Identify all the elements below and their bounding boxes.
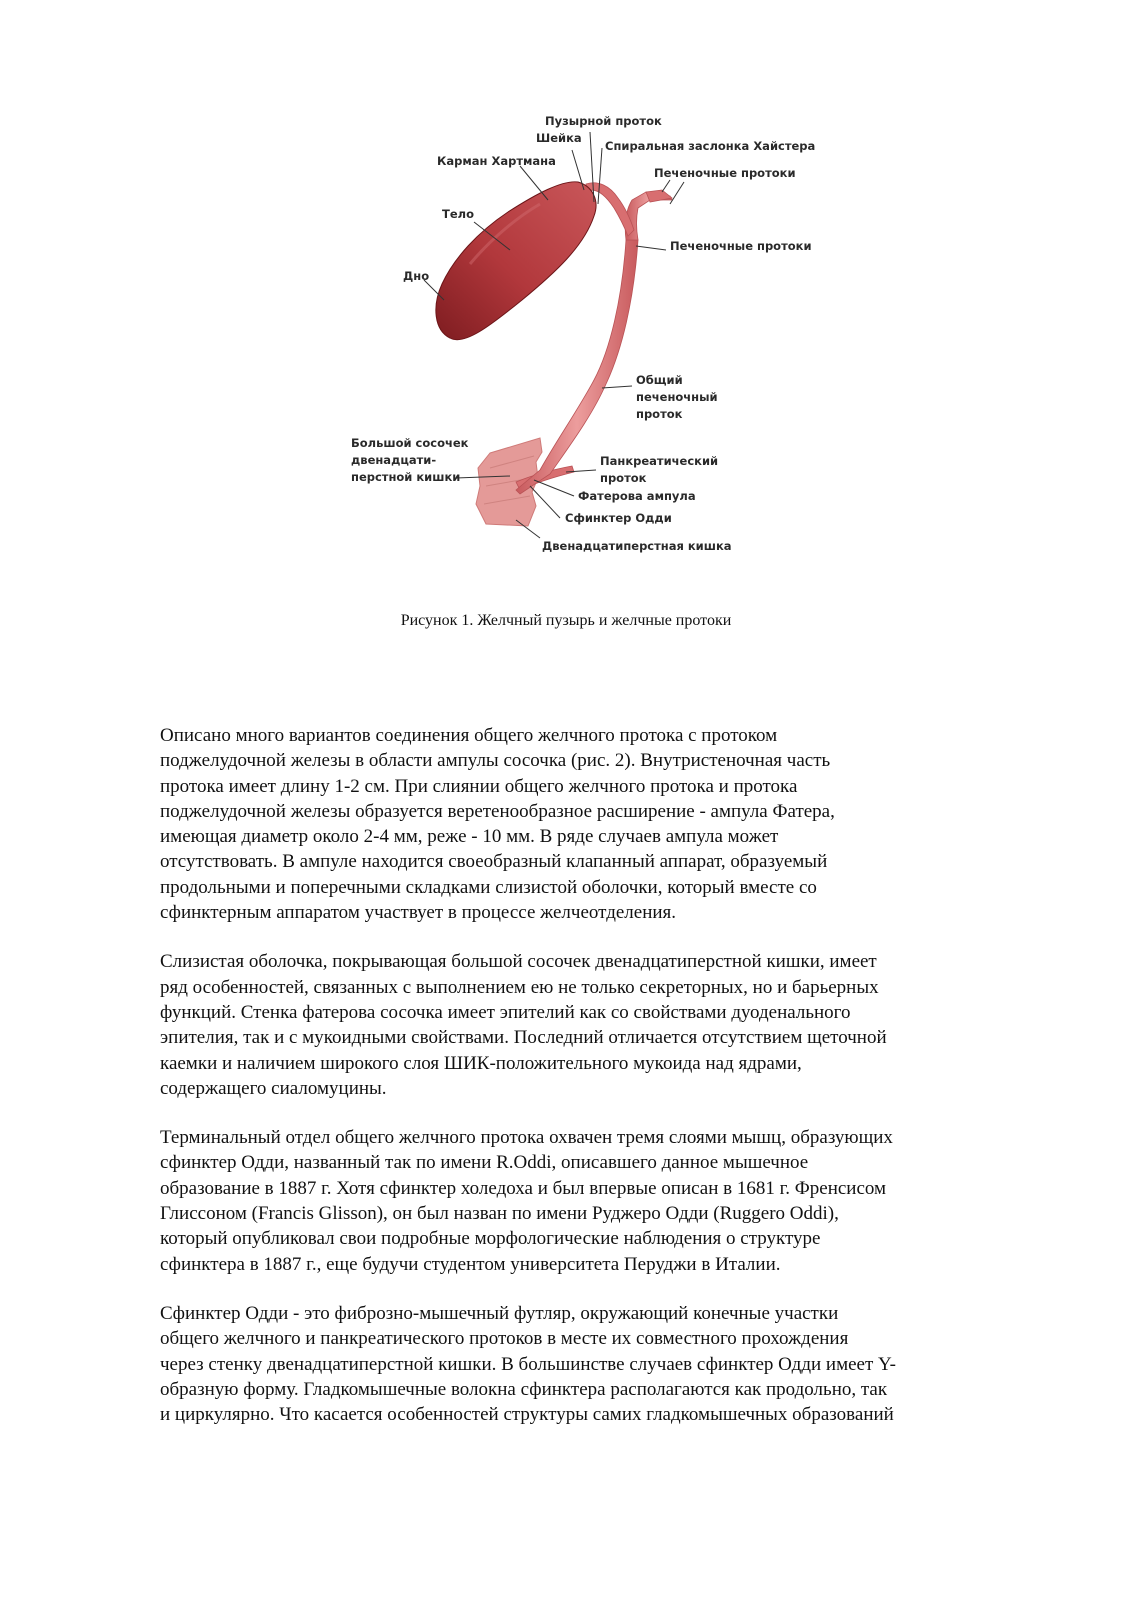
- figure-caption: Рисунок 1. Желчный пузырь и желчные протоки: [400, 612, 732, 629]
- label-common-hepatic-duct-3: проток: [636, 407, 683, 421]
- label-cystic-duct: Пузырной проток: [545, 114, 662, 128]
- label-major-papilla-3: перстной кишки: [351, 470, 461, 484]
- label-major-papilla-2: двенадцати-: [351, 453, 437, 467]
- gallbladder-shape: [436, 182, 596, 340]
- label-hepatic-ducts-1: Печеночные протоки: [654, 166, 796, 180]
- label-common-hepatic-duct-2: печеночный: [636, 390, 718, 404]
- label-vater-ampulla: Фатерова ампула: [578, 489, 696, 503]
- body-text: [160, 723, 1040, 1451]
- paragraph-3: Терминальный отдел общего желчного протока охвачен тремя слоями мышц, образующих сфинктер Одди, названный так по имени R.Oddi, описавшего данное мышечное образование в 1887 г. Хотя сфинктер холедоха и был впервые описан в 1681 г. Френсисом Глиссоном (Francis Glisson), он был назван по имени Руджеро Одди (Ruggero Oddi), который опубликовал свои подробные морфологические наблюдения о структуре сфинктера в 1887 г., еще будучи студентом университета Перуджи в Италии.: [160, 1127, 893, 1275]
- label-fundus: Дно: [403, 269, 430, 283]
- paragraph-1: Описано много вариантов соединения общего желчного протока с протоком поджелудочной железы в области ампулы сосочка (рис. 2). Внутристеночная часть протока имеет длину 1-2 см. При слиянии общего желчного протока и протока поджелудочной железы образуется веретенообразное расширение - ампула Фатера, имеющая диаметр около 2-4 мм, реже - 10 мм. В ряде случаев ампула может отсутствовать. В ампуле находится своеобразный клапанный аппарат, образуемый продольными и поперечными складками слизистой оболочки, который вместе со сфинктерным аппаратом участвует в процессе желчеотделения.: [160, 725, 835, 924]
- gallbladder-diagram: [340, 100, 840, 580]
- label-duodenum: Двенадцатиперстная кишка: [542, 539, 732, 553]
- label-neck: Шейка: [536, 131, 582, 145]
- label-heister-valve: Спиральная заслонка Хайстера: [605, 139, 816, 153]
- label-body: Тело: [442, 207, 474, 221]
- label-hartmann-pouch: Карман Хартмана: [437, 154, 556, 168]
- label-pancreatic-duct-2: проток: [600, 471, 647, 485]
- anatomy-figure: [340, 100, 840, 580]
- label-sphincter-oddi: Сфинктер Одди: [565, 511, 672, 525]
- label-major-papilla-1: Большой сосочек: [351, 436, 469, 450]
- paragraph-2: Слизистая оболочка, покрывающая большой сосочек двенадцатиперстной кишки, имеет ряд особенностей, связанных с выполнением ею не только секреторных, но и барьерных функций. Стенка фатерова сосочка имеет эпителий как со свойствами дуоденального эпителия, так и с мукоидными свойствами. Последний отличается отсутствием щеточной каемки и наличием широкого слоя ШИК-положительного мукоида над ядрами, содержащего сиаломуцины.: [160, 951, 887, 1099]
- paragraph-4: Сфинктер Одди - это фиброзно-мышечный футляр, окружающий конечные участки общего желчного и панкреатического протоков в месте их совместного прохождения через стенку двенадцатиперстной кишки. В большинстве случаев сфинктер Одди имеет Y- образную форму. Гладкомышечные волокна сфинктера располагаются как продольно, так и циркулярно. Что касается особенностей структуры самих гладкомышечных образований: [160, 1302, 896, 1426]
- label-hepatic-ducts-2: Печеночные протоки: [670, 239, 812, 253]
- label-pancreatic-duct-1: Панкреатический: [600, 454, 719, 468]
- label-common-hepatic-duct-1: Общий: [636, 373, 683, 387]
